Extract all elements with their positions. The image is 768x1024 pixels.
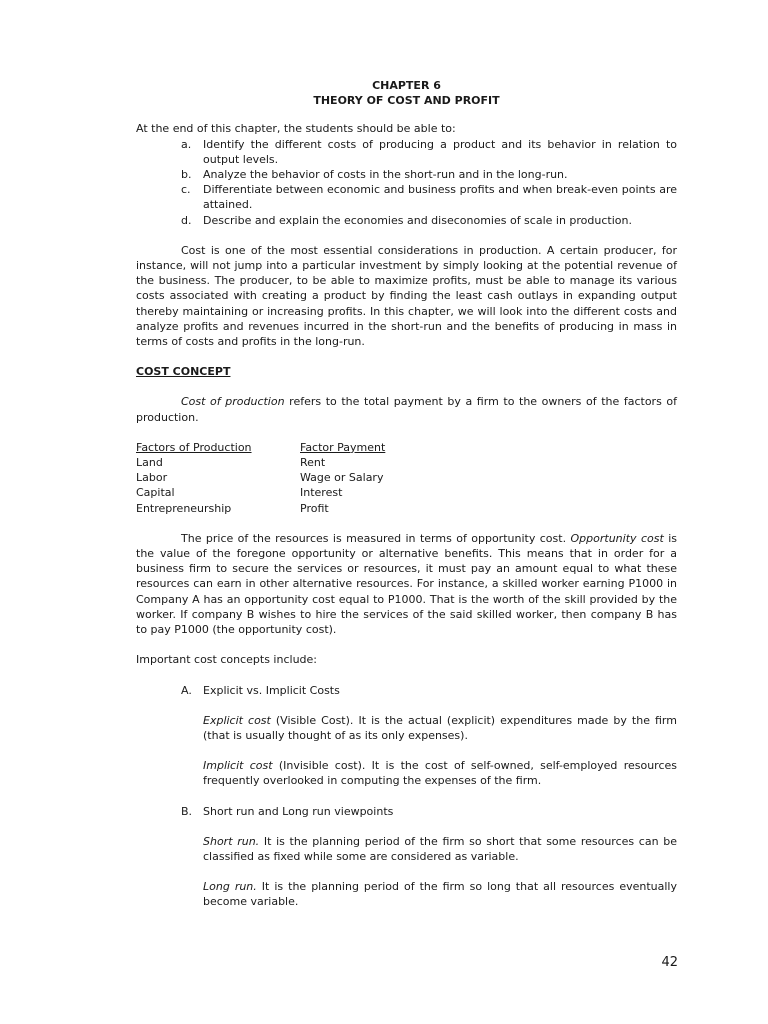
document-page	[136, 78, 677, 910]
table-row	[136, 455, 677, 470]
list-item	[136, 182, 677, 212]
table-cell: Entrepreneurship	[136, 501, 232, 515]
table-row	[136, 485, 677, 500]
list-marker: a.	[181, 137, 192, 151]
objectives-list	[136, 137, 677, 228]
list-item	[136, 167, 677, 182]
list-marker: b.	[181, 168, 192, 182]
list-marker: c.	[181, 183, 191, 197]
concept-definition	[203, 758, 677, 788]
definition-text: It is the planning period of the firm so long that all resources eventually become variable.	[203, 880, 677, 909]
cost-of-production-definition	[136, 394, 677, 424]
concept-heading	[181, 683, 677, 698]
list-item-text: Analyze the behavior of costs in the short-run and in the long-run.	[203, 168, 568, 182]
paragraph-text: The price of the resources is measured in terms of opportunity cost.	[181, 531, 571, 545]
definition-text: refers to the total payment by a firm to the owners of the factors of production.	[136, 395, 678, 424]
definition-text: (Invisible cost). It is the cost of self-owned, self-employed resources frequently overlooked in computing the expenses of the firm.	[203, 759, 677, 788]
column-header: Factor Payment	[300, 440, 386, 454]
list-item	[136, 213, 677, 228]
table-cell: Interest	[300, 486, 343, 500]
list-item-text: Describe and explain the economies and diseconomies of scale in production.	[203, 213, 632, 227]
concept-definition	[203, 834, 677, 864]
intro-paragraph: Cost is one of the most essential considerations in production. A certain producer, for instance, will not jump into a particular investment by simply looking at the potential revenue of the business. The producer, to be able to maximize profits, must be able to manage its various costs associated with creating a product by finding the least cash outlays in expanding output thereby maintaining or increasing profits. In this chapter, we will look into the different costs and analyze profits and revenues incurred in the short-run and the benefits of producing in mass in terms of costs and profits in the long-run.	[136, 243, 677, 349]
opportunity-cost-paragraph	[136, 531, 677, 637]
term: Cost of production	[181, 395, 285, 409]
section-heading-cost-concept: COST CONCEPT	[136, 365, 231, 379]
list-marker: A.	[181, 683, 192, 697]
term: Explicit cost	[203, 713, 271, 727]
paragraph-text: is the value of the foregone opportunity or alternative benefits. This means that in order for a business firm to secure the services or resources, it must pay an amount equal to what these resources can earn in other alternative resources. For instance, a skilled worker earning P1000 in Company A has an opportunity cost equal to P1000. That is the worth of the skill provided by the worker. If company B wishes to hire the services of the said skilled worker, then company B has to pay P1000 (the opportunity cost).	[136, 531, 677, 637]
table-header-row	[136, 440, 677, 455]
chapter-number: CHAPTER 6	[372, 79, 441, 92]
concept-definition	[203, 713, 677, 743]
table-cell: Capital	[136, 486, 175, 500]
list-item	[136, 137, 677, 167]
table-row	[136, 470, 677, 485]
term: Implicit cost	[203, 759, 273, 773]
term: Long run.	[203, 880, 257, 894]
important-concepts-intro: Important cost concepts include:	[136, 653, 317, 667]
table-row	[136, 501, 677, 516]
table-cell: Labor	[136, 471, 168, 485]
objectives-intro: At the end of this chapter, the students should be able to:	[136, 122, 456, 136]
list-item-text: Differentiate between economic and business profits and when break-even points are attained.	[203, 183, 677, 212]
table-cell: Wage or Salary	[300, 471, 384, 485]
list-item-text: Identify the different costs of producing a product and its behavior in relation to output levels.	[203, 137, 677, 166]
term: Opportunity cost	[570, 531, 664, 545]
concept-block	[181, 804, 677, 910]
definition-text: (Visible Cost). It is the actual (explicit) expenditures made by the firm (that is usually thought of as its only expenses).	[203, 713, 677, 742]
list-marker: d.	[181, 213, 192, 227]
table-cell: Rent	[300, 456, 326, 470]
concept-block	[181, 683, 677, 789]
objectives-section	[136, 121, 677, 227]
chapter-title: THEORY OF COST AND PROFIT	[313, 94, 500, 108]
column-header: Factors of Production	[136, 440, 252, 454]
term: Short run.	[203, 834, 260, 848]
definition-text: It is the planning period of the firm so short that some resources can be classified as fixed while some are considered as variable.	[203, 834, 678, 863]
page-number: 42	[661, 955, 678, 970]
table-cell: Profit	[300, 501, 329, 515]
concept-definition	[203, 879, 677, 909]
factors-table	[136, 440, 677, 516]
concept-heading	[181, 804, 677, 819]
concept-title: Explicit vs. Implicit Costs	[203, 683, 340, 697]
concept-title: Short run and Long run viewpoints	[203, 804, 394, 818]
list-marker: B.	[181, 804, 193, 818]
table-cell: Land	[136, 456, 163, 470]
